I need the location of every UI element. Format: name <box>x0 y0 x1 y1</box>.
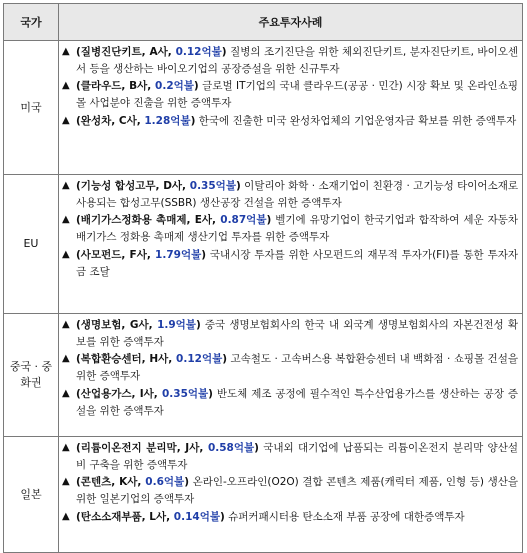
country-cell: 일본 <box>4 437 59 553</box>
case-label: (질병진단키트, A사, <box>76 46 176 58</box>
investment-case <box>62 474 518 507</box>
case-label-close: ) <box>201 248 207 261</box>
case-description: 반도체 제조 공정에 필수적인 특수산업용가스를 생산하는 공장 증설을 위한 증액투자 <box>76 387 518 417</box>
case-label-close: ) <box>193 80 199 93</box>
triangle-bullet-icon: ▲ <box>62 319 70 330</box>
case-label-close: ) <box>219 510 225 523</box>
investment-case <box>62 247 518 280</box>
table-row <box>4 314 523 437</box>
case-description: 온라인-오프라인(O2O) 결합 콘텐츠 제품(캐릭터 제품, 인형 등) 생산을 위한 일본기업의 증액투자 <box>76 476 518 506</box>
cases-cell <box>59 175 523 314</box>
case-amount: 0.12억불 <box>176 353 223 366</box>
investment-cases-table <box>3 3 523 553</box>
case-label: (산업용가스, I사, <box>76 387 162 400</box>
cases-cell <box>59 41 523 175</box>
investment-case <box>62 509 518 526</box>
triangle-bullet-icon: ▲ <box>62 46 70 57</box>
case-label-close: ) <box>221 46 227 58</box>
investment-case <box>62 178 518 211</box>
case-label-close: ) <box>190 114 196 127</box>
investment-case <box>62 351 518 384</box>
case-amount: 0.6억불 <box>145 476 185 489</box>
table-header-row <box>4 4 523 41</box>
case-label: (사모펀드, F사, <box>76 248 156 261</box>
triangle-bullet-icon: ▲ <box>62 387 70 399</box>
case-label: (콘텐츠, K사, <box>76 476 146 489</box>
case-description: 한국에 진출한 미국 완성차업체의 기업운영자금 확보를 위한 증액투자 <box>195 114 517 127</box>
case-label: (배기가스정화용 촉매제, E사, <box>76 214 221 227</box>
table-row <box>4 175 523 314</box>
case-label: (완성차, C사, <box>76 114 145 127</box>
case-description: 국내외 대기업에 납품되는 리튬이온전지 분리막 양산설비 구축을 위한 증액투자 <box>76 442 518 471</box>
case-description: 슈퍼커패시터용 탄소소재 부품 공장에 대한증액투자 <box>224 510 465 523</box>
case-description: 벨기에 유망기업이 한국기업과 합작하여 세운 자동차 배기가스 정화용 촉매제 생산기업 투자를 위한 증액투자 <box>76 214 518 244</box>
case-label: (탄소소재부품, L사, <box>76 510 174 523</box>
case-description: 중국 생명보험회사의 한국 내 외국계 생명보험회사의 자본건전성 확보를 위한 증액투자 <box>76 319 518 348</box>
table-row <box>4 41 523 175</box>
cases-cell <box>59 437 523 553</box>
case-label-close: ) <box>266 214 272 227</box>
triangle-bullet-icon: ▲ <box>62 180 70 191</box>
investment-case <box>62 386 518 419</box>
case-description: 고속철도 · 고속버스용 복합환승센터 내 백화점 · 쇼핑몰 건설을 위한 증액투자 <box>76 353 518 383</box>
case-label: (기능성 합성고무, D사, <box>76 180 190 192</box>
case-amount: 1.28억불 <box>144 114 191 127</box>
case-amount: 0.58억불 <box>207 442 255 454</box>
header-country: 국가 <box>4 4 59 41</box>
triangle-bullet-icon: ▲ <box>62 248 70 260</box>
country-cell: EU <box>4 175 59 314</box>
case-label-close: ) <box>254 442 259 454</box>
investment-table-container <box>3 3 523 553</box>
case-amount: 0.35억불 <box>161 387 209 400</box>
triangle-bullet-icon: ▲ <box>62 114 70 126</box>
case-amount: 0.12억불 <box>175 46 222 58</box>
case-amount: 0.35억불 <box>189 180 236 192</box>
case-description: 질병의 조기진단을 위한 체외진단키트, 분자진단키트, 바이오센서 등을 생산하는 바이오기업의 공장증설을 위한 신규투자 <box>76 46 519 75</box>
case-label-close: ) <box>235 180 241 192</box>
triangle-bullet-icon: ▲ <box>62 80 70 92</box>
case-description: 이탈리아 화학 · 소재기업이 친환경 · 고기능성 타이어소재로 사용되는 합성고무(SSBR) 생산공장 건설을 위한 증액투자 <box>76 180 518 209</box>
case-amount: 0.14억불 <box>173 510 220 523</box>
case-label-close: ) <box>222 353 228 366</box>
investment-case <box>62 440 518 473</box>
case-label: (생명보험, G사, <box>76 319 158 331</box>
case-amount: 1.9억불 <box>157 319 196 331</box>
country-cell: 중국 · 중화권 <box>4 314 59 437</box>
investment-case <box>62 113 518 130</box>
case-label: (클라우드, B사, <box>76 80 156 93</box>
triangle-bullet-icon: ▲ <box>62 214 70 226</box>
investment-case <box>62 212 518 245</box>
investment-case <box>62 78 518 111</box>
header-cases: 주요투자사례 <box>59 4 523 41</box>
cases-cell <box>59 314 523 437</box>
table-row <box>4 437 523 553</box>
triangle-bullet-icon: ▲ <box>62 476 70 488</box>
triangle-bullet-icon: ▲ <box>62 353 70 365</box>
investment-case <box>62 317 518 350</box>
country-cell: 미국 <box>4 41 59 175</box>
triangle-bullet-icon: ▲ <box>62 442 70 453</box>
case-amount: 0.87억불 <box>220 214 267 227</box>
case-description: 글로벌 IT기업의 국내 클라우드(공공 · 민간) 시장 확보 및 온라인쇼핑몰 사업분야 진출을 위한 증액투자 <box>76 80 518 110</box>
case-label: (복합환승센터, H사, <box>76 353 177 366</box>
case-label-close: ) <box>195 319 201 331</box>
investment-case <box>62 44 518 77</box>
case-amount: 0.2억불 <box>155 80 194 93</box>
case-label: (리튬이온전지 분리막, J사, <box>76 442 208 454</box>
case-description: 국내시장 투자를 위한 사모펀드의 재무적 투자가(FI)를 통한 투자자금 조달 <box>76 248 518 278</box>
case-amount: 1.79억불 <box>155 248 202 261</box>
triangle-bullet-icon: ▲ <box>62 510 70 522</box>
case-label-close: ) <box>208 387 213 400</box>
case-label-close: ) <box>184 476 189 489</box>
